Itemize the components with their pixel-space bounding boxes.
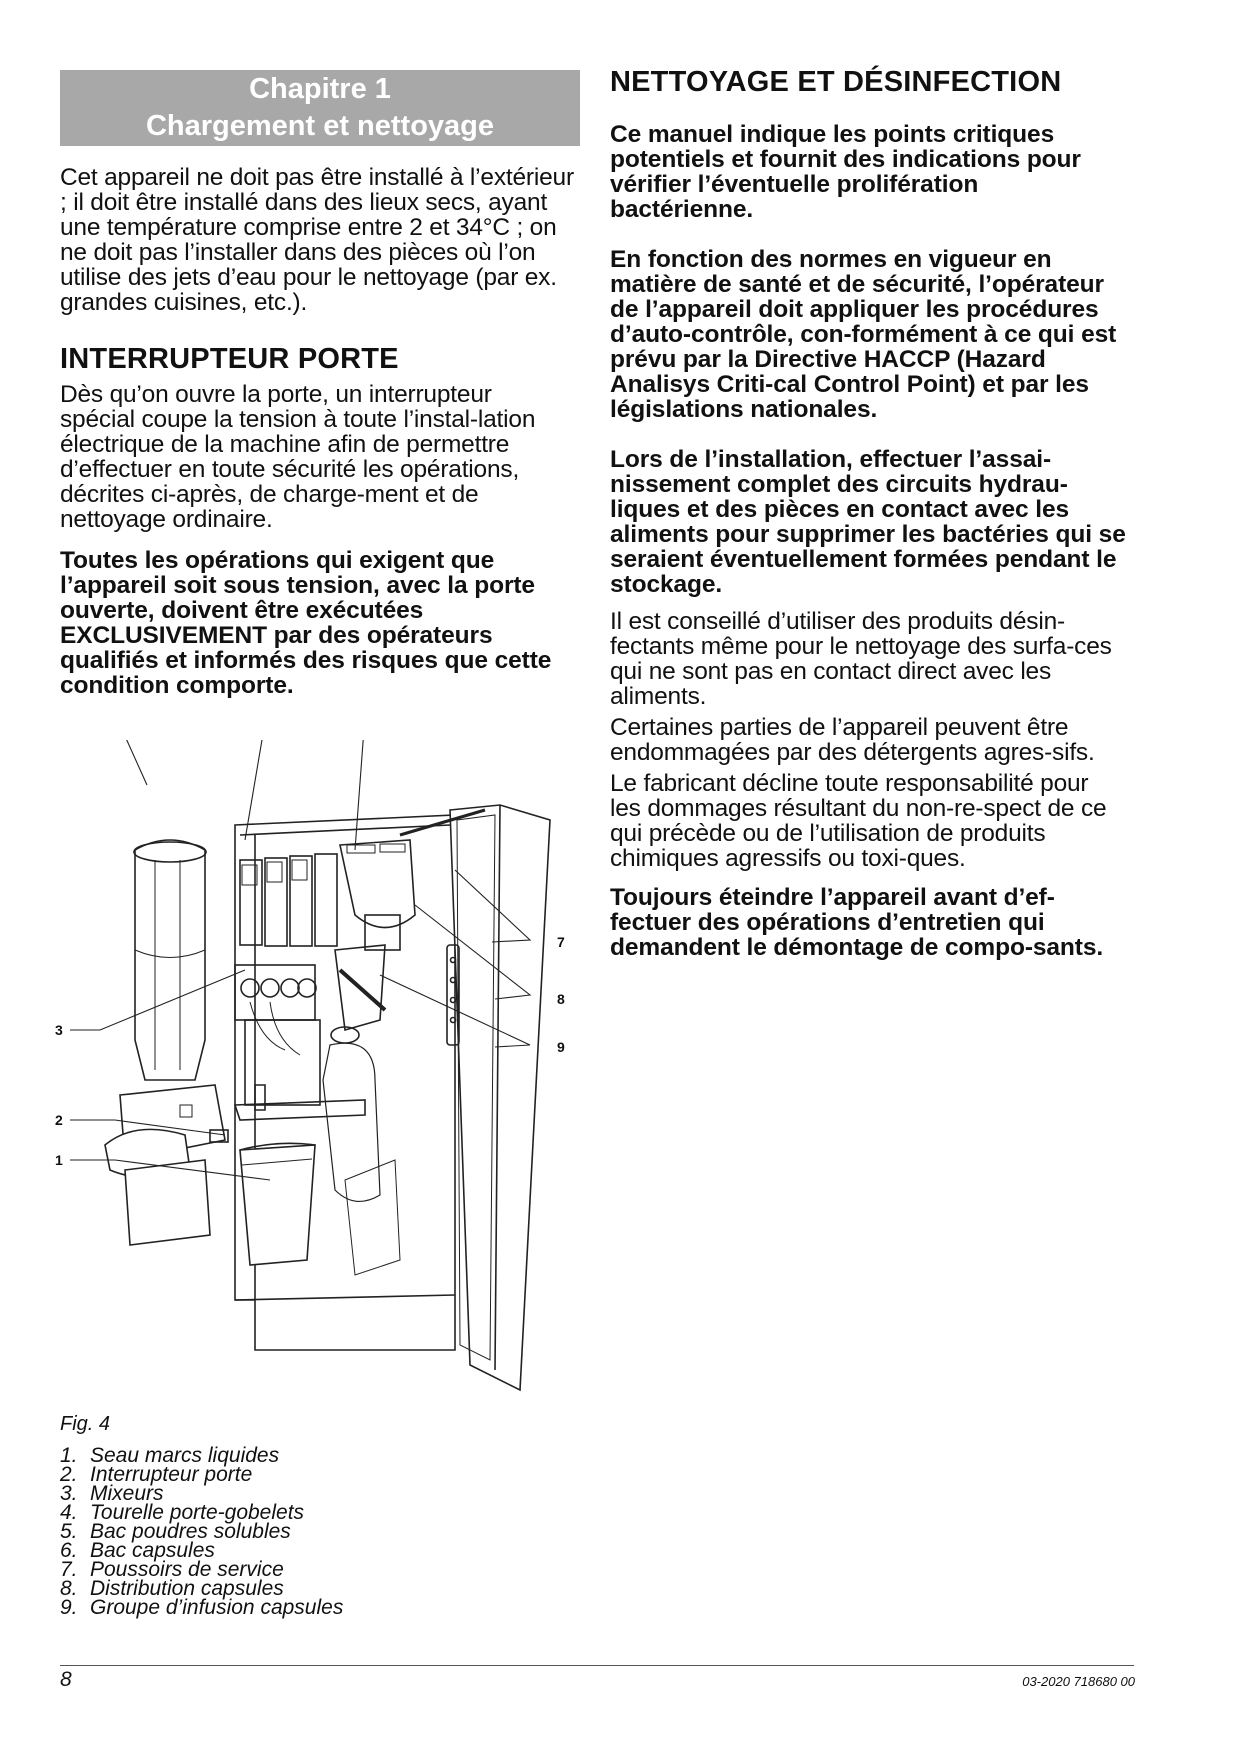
chapter-number: Chapitre 1 <box>249 73 391 105</box>
chapter-title: Chargement et nettoyage <box>145 110 495 142</box>
legend-item: 3. Mixeurs <box>60 1482 164 1505</box>
document-code: 03-2020 718680 00 <box>1022 1674 1135 1689</box>
cleaning-bold-2: En fonction des normes en vigueur en matière de santé et de sécurité, l’opérateur de l’appareil doit appliquer les procédures d’auto-contrôle, con-formément à ce qui est prévu par la Directive HACCP (Hazard Analisys Criti-cal Control Point) et par les législations nationales. <box>610 246 1117 423</box>
dispense-unit <box>125 1160 210 1245</box>
page-number: 8 <box>60 1668 72 1691</box>
left-column <box>60 70 580 698</box>
door-switch-heading: INTERRUPTEUR PORTE <box>60 343 399 375</box>
cleaning-text-2: Certaines parties de l’appareil peuvent être endommagées par des détergents agres-sifs. <box>610 714 1095 766</box>
legend-item: 4. Tourelle porte-gobelets <box>60 1501 305 1524</box>
footer-rule <box>60 1665 1134 1666</box>
door-switch-warning: Toutes les opérations qui exigent que l’appareil soit sous tension, avec la porte ouverte, doivent être exécutées EXCLUSIVEMENT par des opérateurs qualifiés et informés des risques que cette condition comporte. <box>60 547 552 699</box>
legend-item: 8. Distribution capsules <box>60 1577 284 1600</box>
callout-8: 8 <box>557 991 565 1007</box>
chapter-banner <box>60 70 580 146</box>
legend-item: 1. Seau marcs liquides <box>60 1444 280 1467</box>
cup-tower <box>135 840 205 1080</box>
legend-item: 5. Bac poudres solubles <box>60 1520 291 1543</box>
intro-paragraph: Cet appareil ne doit pas être installé à l’extérieur ; il doit être installé dans des lieux secs, ayant une température comprise entre 2 et 34°C ; on ne doit pas l’installer dans des pièces où l’on utilise des jets d’eau pour le nettoyage (par ex. grandes cuisines, etc.). <box>60 164 574 316</box>
callout-2: 2 <box>55 1112 63 1128</box>
figure-legend <box>60 1446 343 1617</box>
callout-9: 9 <box>557 1039 565 1055</box>
callout-3: 3 <box>55 1022 63 1038</box>
legend-item: 2. Interrupteur porte <box>60 1463 253 1486</box>
legend-item: 6. Bac capsules <box>60 1539 215 1562</box>
cleaning-text-3: Le fabricant décline toute responsabilité pour les dommages résultant du non-re-spect de ce qui précède ou de l’utilisation de produits chimiques agressifs ou toxi-ques. <box>610 770 1107 872</box>
legend-item: 7. Poussoirs de service <box>60 1558 284 1581</box>
legend-item: 9. Groupe d’infusion capsules <box>60 1596 344 1619</box>
callout-7: 7 <box>557 934 565 950</box>
cleaning-bold-4: Toujours éteindre l’appareil avant d’ef-fectuer des opérations d’entretien qui demandent le démontage de compo-sants. <box>610 884 1104 961</box>
callout-1: 1 <box>55 1152 63 1168</box>
right-column <box>610 66 1130 961</box>
cleaning-bold-3: Lors de l’installation, effectuer l’assai-nissement complet des circuits hydrau-liques et des pièces en contact avec les aliments pour supprimer les bactéries qui se seraient éventuellement formées pendant le stockage. <box>610 446 1126 598</box>
cabinet-outline <box>235 815 455 1350</box>
waste-bucket <box>240 1145 315 1265</box>
door-switch-text: Dès qu’on ouvre la porte, un interrupteur spécial coupe la tension à toute l’instal-lation électrique de la machine afin de permettre d’effectuer en toute sécurité les opérations, décrites ci-après, de charge-ment et de nettoyage ordinaire. <box>60 381 536 533</box>
figure-title: Fig. 4 <box>60 1413 111 1435</box>
cleaning-text-1: Il est conseillé d’utiliser des produits désin-fectants même pour le nettoyage des surfa-ces qui ne sont pas en contact direct avec les aliments. <box>610 608 1112 710</box>
machine-illustration <box>55 740 615 1420</box>
mixers <box>235 965 316 1055</box>
cleaning-bold-1: Ce manuel indique les points critiques potentiels et fournit des indications pour vérifier l’éventuelle prolifération bactérienne. <box>610 121 1081 223</box>
cleaning-heading: NETTOYAGE ET DÉSINFECTION <box>610 66 1062 98</box>
